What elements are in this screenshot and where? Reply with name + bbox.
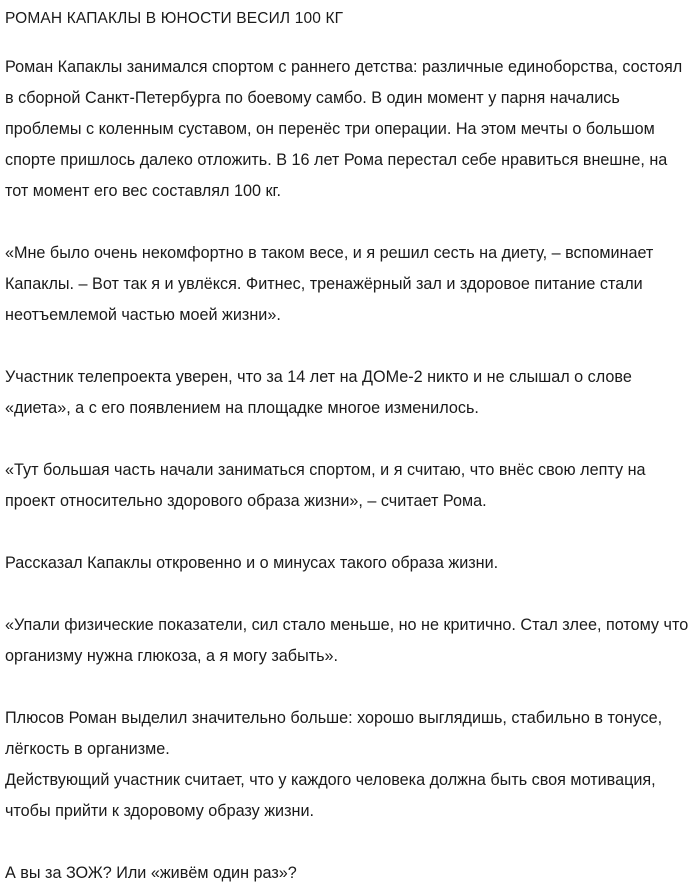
article-paragraph: Плюсов Роман выделил значительно больше: хорошо выглядишь, стабильно в тонусе, лёгкость в организме. [5, 709, 663, 758]
article-paragraph: Действующий участник считает, что у каждого человека должна быть своя мотивация, чтобы прийти к здоровому образу жизни. [5, 771, 656, 820]
article-body [5, 52, 692, 889]
article-title: РОМАН КАПАКЛЫ В ЮНОСТИ ВЕСИЛ 100 КГ [5, 10, 344, 27]
article-paragraph: «Упали физические показатели, сил стало меньше, но не критично. Стал злее, потому что организму нужна глюкоза, а я могу забыть». [5, 616, 689, 665]
article-paragraph: «Тут большая часть начали заниматься спортом, и я считаю, что внёс свою лепту на проект относительно здорового образа жизни», – считает Рома. [5, 461, 646, 510]
article-paragraph: Роман Капаклы занимался спортом с раннего детства: различные единоборства, состоял в сборной Санкт-Петербурга по боевому самбо. В один момент у парня начались проблемы с коленным суставом, он перенёс три операции. На этом мечты о большом спорте пришлось далеко отложить. В 16 лет Рома перестал себе нравиться внешне, на тот момент его вес составлял 100 кг. [5, 58, 683, 200]
article-paragraph: «Мне было очень некомфортно в таком весе, и я решил сесть на диету, – вспоминает Капаклы. – Вот так я и увлёкся. Фитнес, тренажёрный зал и здоровое питание стали неотъемлемой частью моей жизни». [5, 244, 654, 324]
article-paragraph: Участник телепроекта уверен, что за 14 лет на ДОМе-2 никто и не слышал о слове «диета», а с его появлением на площадке многое изменилось. [5, 368, 632, 417]
article-closing-question: А вы за ЗОЖ? Или «живём один раз»? [5, 864, 297, 882]
article-paragraph: Рассказал Капаклы откровенно и о минусах такого образа жизни. [5, 554, 499, 572]
